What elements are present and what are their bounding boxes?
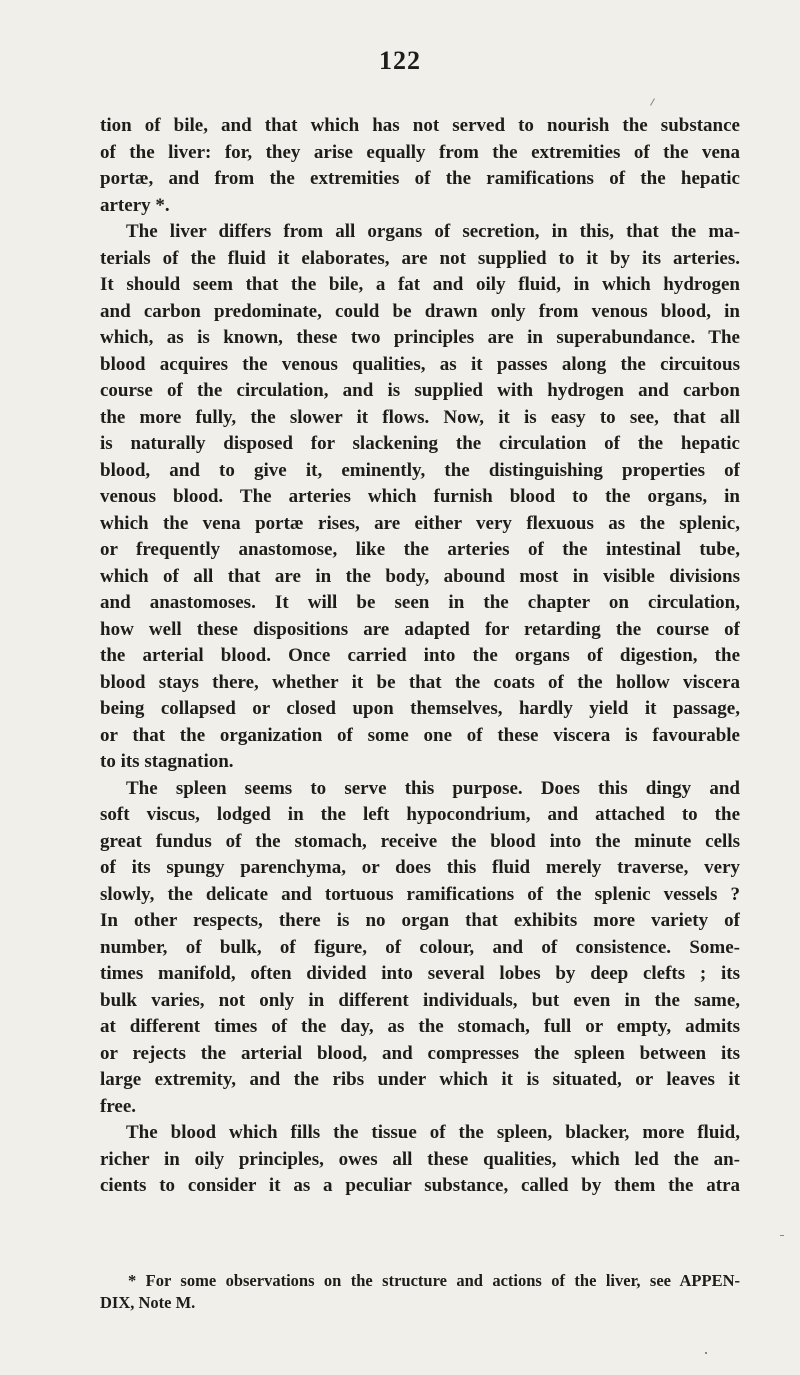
text-line: how well these dispositions are adapted for retarding the course of [100, 618, 740, 640]
text-line: and anastomoses. It will be seen in the chapter on circulation, [100, 592, 740, 613]
text-line: venous blood. The arteries which furnish blood to the organs, in [100, 486, 740, 507]
text-line: portæ, and from the extremities of the ramifications of the hepatic [100, 168, 740, 189]
text-line: bulk varies, not only in different individuals, but even in the same, [100, 989, 740, 1011]
text-line: which the vena portæ rises, are either very flexuous as the splenic, [100, 512, 740, 534]
text-line: slowly, the delicate and tortuous ramifications of the splenic vessels ? [100, 883, 740, 905]
paragraph-start-line: The liver differs from all organs of secretion, in this, that the ma- [126, 221, 740, 242]
text-line: the more fully, the slower it flows. Now, it is easy to see, that all [100, 406, 740, 428]
text-line: large extremity, and the ribs under which it is situated, or leaves it [100, 1069, 740, 1090]
paragraph-start-line: The blood which fills the tissue of the spleen, blacker, more fluid, [126, 1122, 740, 1143]
text-line: of its spungy parenchyma, or does this fluid merely traverse, very [100, 857, 740, 878]
text-line: times manifold, often divided into several lobes by deep clefts ; its [100, 963, 740, 984]
page-number: 122 [379, 46, 421, 75]
text-line: being collapsed or closed upon themselves, hardly yield it passage, [100, 698, 740, 719]
text-line: richer in oily principles, owes all these qualities, which led the an- [100, 1148, 740, 1170]
text-line: to its stagnation. [100, 751, 234, 772]
text-line: number, of bulk, of figure, of colour, and of consistence. Some- [100, 936, 740, 958]
text-line: tion of bile, and that which has not served to nourish the substance [100, 115, 740, 136]
text-line: or that the organization of some one of these viscera is favourable [100, 724, 740, 746]
footnote-line: * For some observations on the structure and actions of the liver, see APPEN- [128, 1271, 740, 1290]
text-line: blood stays there, whether it be that the coats of the hollow viscera [100, 671, 740, 693]
text-line: course of the circulation, and is supplied with hydrogen and carbon [100, 380, 740, 401]
text-line: which of all that are in the body, abound most in visible divisions [100, 565, 740, 587]
text-line: It should seem that the bile, a fat and oily fluid, in which hydrogen [100, 274, 740, 295]
text-line: is naturally disposed for slackening the circulation of the hepatic [100, 433, 740, 454]
footnote-line: DIX, Note M. [100, 1293, 196, 1312]
text-line: and carbon predominate, could be drawn only from venous blood, in [100, 300, 740, 322]
text-line: of the liver: for, they arise equally from the extremities of the vena [100, 141, 740, 163]
text-line: soft viscus, lodged in the left hypocondrium, and attached to the [100, 804, 740, 825]
text-line: blood acquires the venous qualities, as it passes along the circuitous [100, 353, 740, 375]
text-line: terials of the fluid it elaborates, are not supplied to it by its arteries. [100, 247, 740, 269]
text-line: artery *. [100, 194, 170, 216]
text-line: blood, and to give it, eminently, the distinguishing properties of [100, 459, 740, 481]
text-line: cients to consider it as a peculiar substance, called by them the atra [100, 1175, 740, 1196]
body-text [100, 113, 740, 1200]
text-line: free. [100, 1095, 137, 1117]
text-line: the arterial blood. Once carried into the organs of digestion, the [100, 645, 740, 666]
paper-speck [650, 98, 655, 105]
paragraph-start-line: The spleen seems to serve this purpose. Does this dingy and [126, 777, 740, 799]
text-line: or rejects the arterial blood, and compresses the spleen between its [100, 1042, 740, 1064]
text-line: which, as is known, these two principles are in superabundance. The [100, 327, 740, 348]
text-line: great fundus of the stomach, receive the blood into the minute cells [100, 830, 740, 852]
text-line: In other respects, there is no organ that exhibits more variety of [100, 910, 740, 931]
text-line: at different times of the day, as the stomach, full or empty, admits [100, 1016, 740, 1037]
text-line: or frequently anastomose, like the arteries of the intestinal tube, [100, 539, 740, 560]
paper-speck [780, 1235, 784, 1236]
paper-speck [705, 1352, 707, 1354]
footnote [100, 1270, 740, 1314]
